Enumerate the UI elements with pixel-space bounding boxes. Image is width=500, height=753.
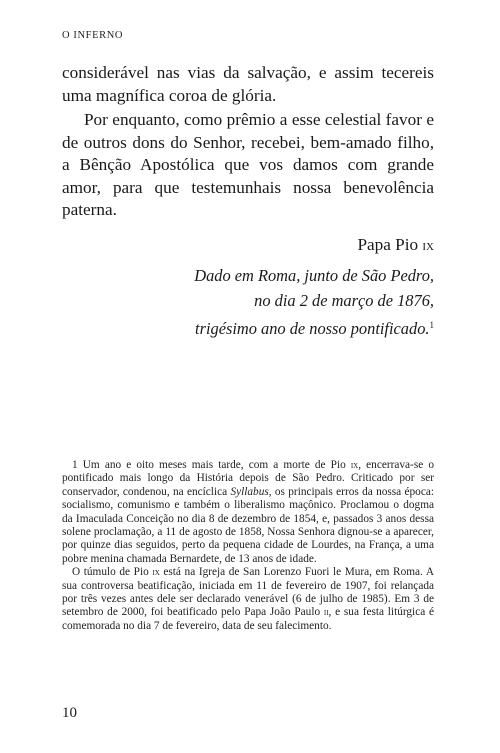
signature — [357, 233, 434, 258]
dateline-place: Dado em Roma, junto de São Pedro, — [194, 266, 434, 285]
footnote-paragraph-2 — [62, 566, 434, 633]
footnote-reference: 1 — [429, 320, 434, 330]
footnote — [62, 459, 434, 633]
footnote-text: , os principais erros da nossa época: socialismo, comunismo e também o liberalismo maçônico. Proclamou o dogma da Imaculada Conceição no dia 8 de dezembro de 1854, e, passados 3 anos dessa solene proclamação, a 11 de agosto de 1858, Nossa Senhora dignou-se a aparecer, por quinze dias seguidos, perto da pequena cidade de Lourdes, na França, a uma pobre menina chamada Bernardete, de 13 anos de idade. — [62, 485, 434, 565]
signature-name: Papa Pio — [357, 235, 419, 254]
dateline — [194, 263, 434, 341]
paragraph-continuation: considerável nas vias da salvação, e assim tecereis uma magnífica coroa de glória. — [62, 63, 434, 105]
footnote-text: O túmulo de Pio — [72, 566, 153, 579]
footnote-text: 1 Um ano e oito meses mais tarde, com a morte de Pio — [72, 459, 351, 471]
dateline-pontificate-text: trigésimo ano de nosso pontificado. — [195, 319, 430, 338]
footnote-regnal: ix — [152, 567, 160, 579]
footnote-text: , encerrava-se o pontificado mais longo da História depois de São Pedro. Criticado por ser conservador, condenou, na encíclica — [62, 459, 434, 498]
page-number: 10 — [62, 705, 77, 721]
footnote-text: está na Igreja de San Lorenzo Fuori le Mura, em Roma. A sua controversa beatificação, iniciada em 11 de fevereiro de 1907, foi relançada por três vezes antes dele ser declarado venerável (6 de julho de 1985). Em 3 de setembro de 2000, foi beatificado pelo Papa João Paulo — [62, 566, 434, 619]
running-header: O INFERNO — [62, 30, 124, 41]
dateline-pontificate — [194, 313, 434, 341]
signature-regnal-number: ix — [422, 238, 434, 254]
footnote-paragraph-1 — [62, 459, 434, 566]
footnote-regnal: ix — [350, 460, 359, 471]
paragraph-blessing: Por enquanto, como prêmio a esse celestial favor e de outros dons do Senhor, recebei, bem-amado filho, a Bênção Apostólica que vos damos com grande amor, para que testemunhais nossa benevolência paterna. — [62, 110, 434, 219]
main-text — [62, 62, 434, 222]
footnote-regnal: ii — [323, 607, 329, 619]
footnote-text: , e sua festa litúrgica é comemorada no dia 7 de fevereiro, data de seu falecimento. — [62, 606, 434, 632]
footnote-encyclical-title: Syllabus — [230, 485, 269, 498]
dateline-date: no dia 2 de março de 1876, — [254, 291, 434, 310]
